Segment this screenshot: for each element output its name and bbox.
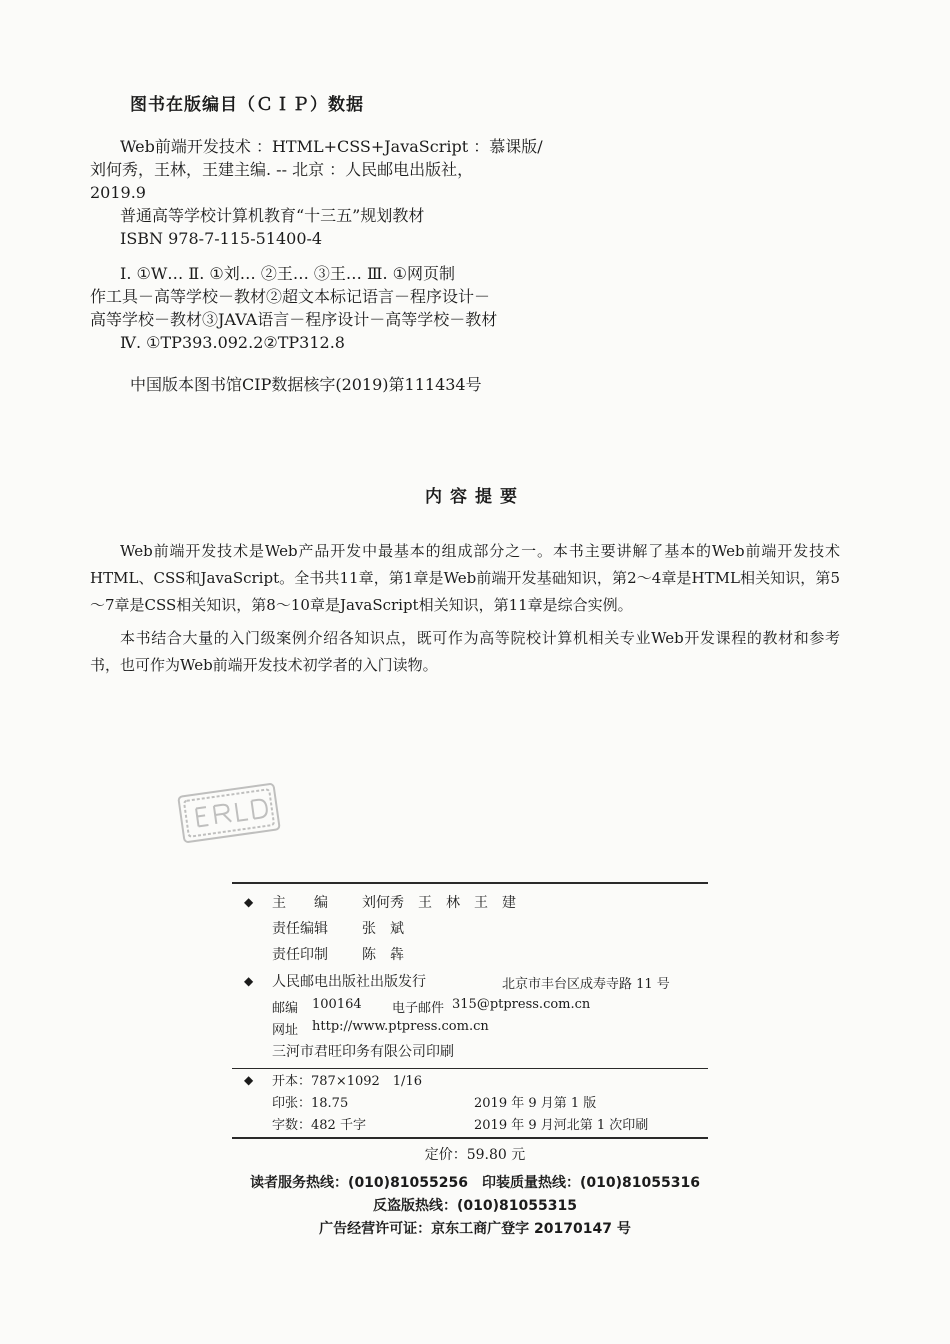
anti-piracy-hotline: 反盗版热线：(010)81055315: [373, 1198, 577, 1214]
printed-sheets: 印张：18.75: [272, 1096, 349, 1111]
bullet-icon: ◆: [244, 1073, 254, 1087]
responsible-editor-label: 责任编辑: [272, 921, 328, 937]
summary-body: [90, 538, 840, 679]
cip-title: 图书在版编目（ＣＩＰ）数据: [130, 95, 364, 115]
price: 定价：59.80 元: [424, 1147, 526, 1163]
website-label: 网址: [272, 1023, 299, 1038]
publisher: 人民邮电出版社出版发行: [272, 974, 426, 990]
cip-number: 中国版本图书馆CIP数据核字(2019)第111434号: [130, 375, 482, 394]
cip-isbn: ISBN 978-7-115-51400-4: [120, 229, 323, 248]
cip-bibliographic-block: [90, 135, 590, 250]
bullet-icon: ◆: [244, 895, 254, 909]
summary-paragraph: Web前端开发技术是Web产品开发中最基本的组成部分之一。本书主要讲解了基本的Web前端开发技术HTML、CSS和JavaScript。全书共11章，第1章是Web前端开发基础知识，第2～4章是HTML相关知识，第5～7章是CSS相关知识，第8～10章是JavaScript相关知识，第11章是综合实例。: [90, 542, 840, 614]
postcode-label: 邮编: [272, 1001, 299, 1016]
cip-line: 2019.9: [90, 183, 146, 202]
responsible-editor-value: 张 斌: [362, 921, 404, 937]
format-info: [232, 1070, 708, 1140]
cip-series: 普通高等学校计算机教育“十三五”规划教材: [120, 206, 425, 225]
summary-paragraph: 本书结合大量的入门级案例介绍各知识点，既可作为高等院校计算机相关专业Web开发课程的教材和参考书，也可作为Web前端开发技术初学者的入门读物。: [90, 629, 840, 674]
top-rule: [232, 882, 708, 884]
publisher-address: 北京市丰台区成寿寺路 11 号: [502, 977, 670, 992]
cip-line: 刘何秀，王林，王建主编. -- 北京 ：人民邮电出版社，: [90, 160, 474, 179]
stamp-icon: [175, 778, 283, 848]
book-format: 开本：787×1092 1/16: [272, 1074, 422, 1089]
summary-title: 内容提要: [425, 487, 525, 507]
bullet-icon: ◆: [244, 974, 254, 988]
advertising-license: 广告经营许可证：京东工商广登字 20170147 号: [319, 1221, 631, 1237]
website: http://www.ptpress.com.cn: [312, 1019, 489, 1034]
email: 315@ptpress.com.cn: [452, 997, 591, 1012]
postcode: 100164: [312, 997, 362, 1012]
cip-classification-block: [90, 262, 590, 354]
responsible-printing-value: 陈 犇: [362, 947, 404, 963]
editor-label: 主 编: [272, 895, 328, 911]
word-count: 字数：482 千字: [272, 1118, 366, 1133]
edition: 2019 年 9 月第 1 版: [474, 1096, 597, 1111]
responsible-printing-label: 责任印制: [272, 947, 328, 963]
cip-line: Web前端开发技术 ：HTML+CSS+JavaScript ：慕课版/: [120, 137, 543, 156]
middle-rule: [232, 1068, 708, 1069]
cip-class-line: Ⅰ. ①W… Ⅱ. ①刘… ②王… ③王… Ⅲ. ①网页制: [120, 264, 455, 283]
editor-value: 刘何秀 王 林 王 建: [362, 895, 516, 911]
printer: 三河市君旺印务有限公司印刷: [272, 1044, 454, 1060]
bottom-rule: [232, 1137, 708, 1139]
cip-class-line: 高等学校－教材③JAVA语言－程序设计－高等学校－教材: [90, 310, 498, 329]
cip-class-line: 作工具－高等学校－教材②超文本标记语言－程序设计－: [90, 287, 491, 306]
cip-class-line: Ⅳ. ①TP393.092.2②TP312.8: [120, 333, 345, 352]
printing: 2019 年 9 月河北第 1 次印刷: [474, 1118, 649, 1133]
reader-service-hotline: 读者服务热线：(010)81055256 印装质量热线：(010)81055316: [250, 1175, 700, 1191]
email-label: 电子邮件: [392, 1001, 445, 1016]
